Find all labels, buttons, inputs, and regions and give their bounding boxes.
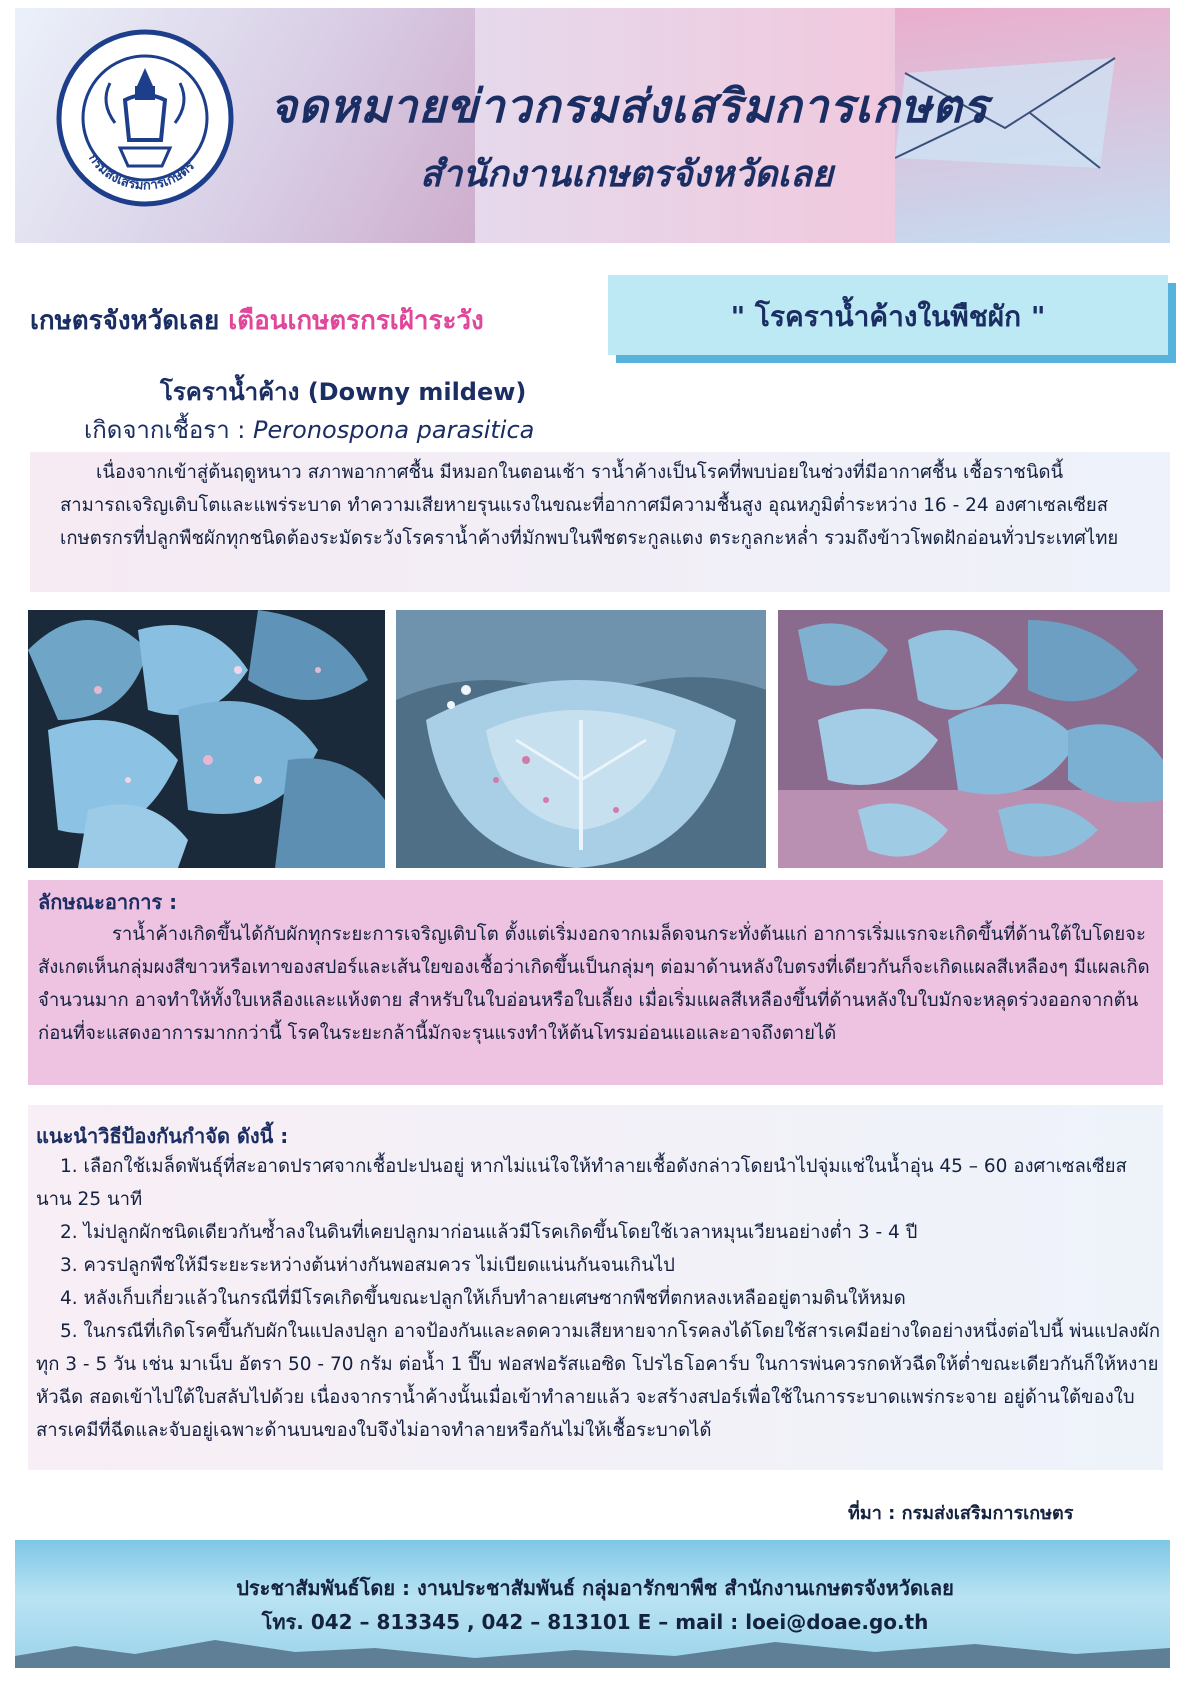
department-seal-logo: [55, 28, 235, 208]
symptoms-heading: ลักษณะอาการ :: [38, 890, 178, 914]
prevention-step: 4. หลังเก็บเกี่ยวแล้วในกรณีที่มีโรคเกิดขึ้นขณะปลูกให้เก็บทำลายเศษซากพืชที่ตกหลงเหลืออยู่ตามดินให้หมด: [60, 1288, 906, 1309]
seedling-leaves-downy-mildew-photo: [778, 610, 1163, 868]
newsletter-title: จดหมายข่าวกรมส่งเสริมการเกษตร: [270, 79, 989, 133]
pathogen-line: [84, 410, 534, 449]
alert-office: เกษตรจังหวัดเลย: [30, 306, 220, 336]
office-subtitle: สำนักงานเกษตรจังหวัดเลย: [420, 153, 833, 195]
pathogen-label: เกิดจากเชื้อรา :: [84, 416, 246, 444]
prevention-step: 5. ในกรณีที่เกิดโรคขึ้นกับผักในแปลงปลูก อาจป้องกันและลดความเสียหายจากโรคลงได้โดยใช้สารเคมีอย่างใดอย่างหนึ่งต่อไปนี้ พ่นแปลงผักทุก 3 - 5 วัน เช่น มาเน็บ อัตรา 50 - 70 กรัม ต่อน้ำ 1 ปี๊บ ฟอสฟอรัสแอซิด โปรไธโอคาร์บ ในการพ่นควรกดหัวฉีดให้ต่ำขณะเดียวกันก็ให้หงายหัวฉีด สอดเข้าไปใต้ใบสลับไปด้วย เนื่องจากราน้ำค้างนั้นเมื่อเข้าทำลายแล้ว จะสร้างสปอร์เพื่อใช้ในการระบาดแพร่กระจาย อยู่ด้านใต้ของใบ สารเคมีที่ฉีดและจับอยู่เฉพาะด้านบนของใบจึงไม่อาจทำลายหรือกันไม่ให้เชื้อระบาดได้: [36, 1321, 1161, 1441]
alert-line: [30, 300, 484, 341]
seal-text: กรมส่งเสริมการเกษตร: [85, 151, 198, 194]
cabbage-downy-mildew-photo: [396, 610, 766, 868]
prevention-heading: แนะนำวิธีป้องกันกำจัด ดังนี้ :: [36, 1124, 289, 1148]
prevention-step: 3. ควรปลูกพืชให้มีระยะระหว่างต้นห่างกันพอสมควร ไม่เบียดแน่นกันจนเกินไป: [60, 1255, 675, 1276]
footer-contact: โทร. 042 – 813345 , 042 – 813101 E – mail : loei@doae.go.th: [261, 1610, 929, 1634]
source-credit: ที่มา : กรมส่งเสริมการเกษตร: [848, 1503, 1074, 1524]
cucumber-leaves-downy-mildew-photo: [28, 610, 385, 868]
prevention-step: 1. เลือกใช้เมล็ดพันธุ์ที่สะอาดปราศจากเชื้อปะปนอยู่ หากไม่แน่ใจให้ทำลายเชื้อดังกล่าวโดยนำไปจุ่มแช่ในน้ำอุ่น 45 – 60 องศาเซลเซียส นาน 25 นาที: [36, 1156, 1127, 1210]
intro-paragraph: เนื่องจากเข้าสู่ต้นฤดูหนาว สภาพอากาศชื้น มีหมอกในตอนเช้า ราน้ำค้างเป็นโรคที่พบบ่อยในช่วงที่มีอากาศชื้น เชื้อราชนิดนี้สามารถเจริญเติบโตและแพร่ระบาด ทำความเสียหายรุนแรงในขณะที่อากาศมีความชื้นสูง อุณหภูมิต่ำระหว่าง 16 - 24 องศาเซลเซียส เกษตรกรที่ปลูกพืชผักทุกชนิดต้องระมัดระวังโรคราน้ำค้างที่มักพบในพืชตระกูลแตง ตระกูลกะหล่ำ รวมถึงข้าวโพดฝักอ่อนทั่วประเทศไทย: [60, 462, 1119, 549]
prevention-step: 2. ไม่ปลูกผักชนิดเดียวกันซ้ำลงในดินที่เคยปลูกมาก่อนแล้วมีโรคเกิดขึ้นโดยใช้เวลาหมุนเวียนอย่างต่ำ 3 - 4 ปี: [60, 1222, 918, 1243]
topic-box: [608, 275, 1168, 355]
symptoms-paragraph: ราน้ำค้างเกิดขึ้นได้กับผักทุกระยะการเจริญเติบโต ตั้งแต่เริ่มงอกจากเมล็ดจนกระทั่งต้นแก่ อาการเริ่มแรกจะเกิดขึ้นที่ด้านใต้ใบโดยจะสังเกตเห็นกลุ่มผงสีขาวหรือเทาของสปอร์และเส้นใยของเชื้อว่าเกิดขึ้นเป็นกลุ่มๆ ต่อมาด้านหลังใบตรงที่เดียวกันก็จะเกิดแผลสีเหลืองๆ มีแผลเกิดจำนวนมาก อาจทำให้ทั้งใบเหลืองและแห้งตาย สำหรับในใบอ่อนหรือใบเลี้ยง เมื่อเริ่มแผลสีเหลืองขึ้นที่ด้านหลังใบใบมักจะหลุดร่วงออกจากต้นก่อนที่จะแสดงอาการมากกว่านี้ โรคในระยะกล้านี้มักจะรุนแรงทำให้ต้นโทรมอ่อนแอและอาจถึงตายได้: [38, 924, 1150, 1044]
footer-credit: ประชาสัมพันธ์โดย : งานประชาสัมพันธ์ กลุ่มอารักขาพืช สำนักงานเกษตรจังหวัดเลย: [236, 1576, 954, 1600]
topic-title: " โรคราน้ำค้างในพืชผัก ": [730, 300, 1046, 333]
disease-name: โรคราน้ำค้าง (Downy mildew): [160, 378, 527, 406]
alert-warning: เตือนเกษตรกรเฝ้าระวัง: [228, 306, 484, 336]
footer-banner: [15, 1540, 1170, 1668]
pathogen-name: Peronospona parasitica: [253, 416, 535, 444]
